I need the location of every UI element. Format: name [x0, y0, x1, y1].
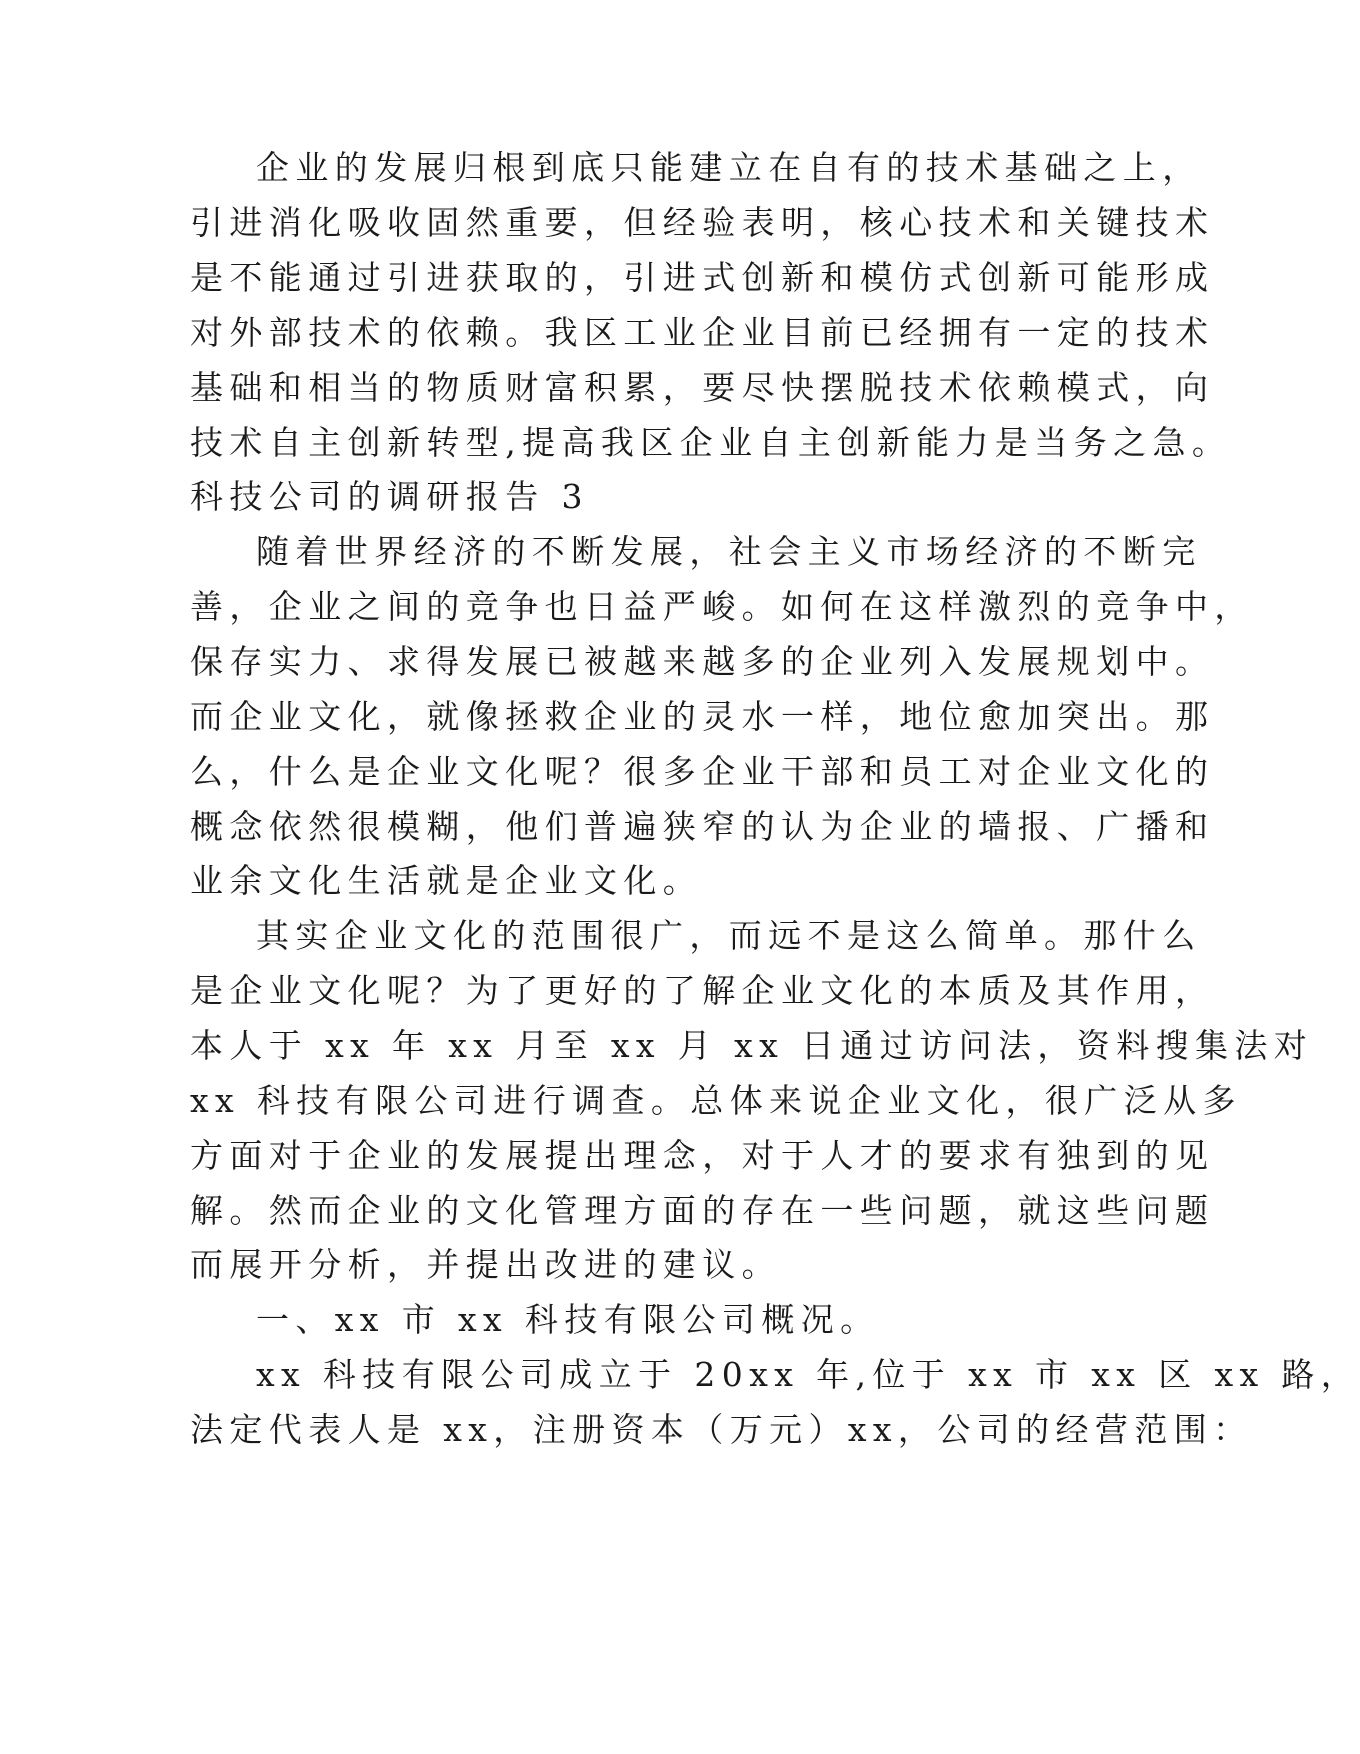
section-heading: 科技公司的调研报告 3 [190, 477, 589, 516]
text-line: 业余文化生活就是企业文化。 [190, 861, 703, 900]
subsection-heading: 一、xx 市 xx 科技有限公司概况。 [256, 1300, 880, 1339]
text-line: 其实企业文化的范围很广，而远不是这么简单。那什么 [256, 916, 1202, 955]
text-line: 方面对于企业的发展提出理念，对于人才的要求有独到的见 [190, 1136, 1215, 1175]
text-line: 企业的发展归根到底只能建立在自有的技术基础之上， [256, 148, 1202, 187]
text-line: 引进消化吸收固然重要，但经验表明，核心技术和关键技术 [190, 203, 1215, 242]
text-line: 善，企业之间的竞争也日益严峻。如何在这样激烈的竞争中， [190, 587, 1254, 626]
text-line: 是不能通过引进获取的，引进式创新和模仿式创新可能形成 [190, 258, 1215, 297]
text-line: 是企业文化呢？为了更好的了解企业文化的本质及其作用， [190, 971, 1215, 1010]
text-line: 基础和相当的物质财富积累，要尽快摆脱技术依赖模式，向 [190, 368, 1215, 407]
text-line: 解。然而企业的文化管理方面的存在一些问题，就这些问题 [190, 1191, 1215, 1230]
text-line: xx 科技有限公司成立于 20xx 年,位于 xx 市 xx 区 xx 路， [256, 1355, 1360, 1394]
text-line: xx 科技有限公司进行调查。总体来说企业文化，很广泛从多 [190, 1081, 1242, 1120]
text-line: 么，什么是企业文化呢？很多企业干部和员工对企业文化的 [190, 752, 1215, 791]
text-line: 本人于 xx 年 xx 月至 xx 月 xx 日通过访问法，资料搜集法对 [190, 1026, 1314, 1065]
text-line: 技术自主创新转型,提高我区企业自主创新能力是当务之急。 [190, 423, 1232, 462]
text-line: 而展开分析，并提出改进的建议。 [190, 1245, 781, 1284]
text-line: 随着世界经济的不断发展，社会主义市场经济的不断完 [256, 532, 1202, 571]
text-line: 法定代表人是 xx，注册资本（万元）xx，公司的经营范围： [190, 1410, 1253, 1449]
text-line: 概念依然很模糊，他们普遍狭窄的认为企业的墙报、广播和 [190, 807, 1215, 846]
text-line: 而企业文化，就像拯救企业的灵水一样，地位愈加突出。那 [190, 697, 1215, 736]
text-line: 对外部技术的依赖。我区工业企业目前已经拥有一定的技术 [190, 313, 1215, 352]
text-line: 保存实力、求得发展已被越来越多的企业列入发展规划中。 [190, 642, 1215, 681]
